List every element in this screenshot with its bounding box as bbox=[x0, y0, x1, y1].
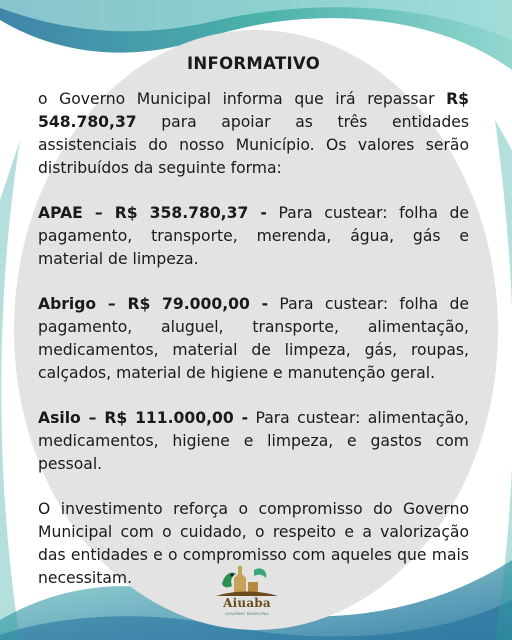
entry-apae bbox=[38, 202, 469, 271]
logo-subtitle: GOVERNO MUNICIPAL bbox=[225, 612, 269, 616]
closing-paragraph: O investimento reforça o compromisso do Governo Municipal com o cuidado, o respeito e a valorização das entidades e o compromisso com aqueles que mais necessitam. bbox=[38, 500, 469, 587]
bird-church-logo-icon bbox=[214, 564, 280, 598]
municipal-logo bbox=[214, 564, 280, 634]
entry-text: Para custear: folha de pagamento, aluguel, transporte, alimentação, medicamentos, material de limpeza, gás, roupas, calçados, material de higiene e manutenção geral. bbox=[38, 295, 469, 382]
intro-text-before: o Governo Municipal informa que irá repassar bbox=[38, 90, 447, 108]
logo-name: Aiuaba bbox=[223, 596, 271, 610]
entry-text: Para custear: alimentação, medicamentos, higiene e limpeza, e gastos com pessoal. bbox=[38, 409, 469, 473]
informativo-text-block bbox=[38, 52, 469, 590]
intro-paragraph bbox=[38, 88, 469, 180]
entry-lead: Asilo – R$ 111.000,00 - bbox=[38, 409, 249, 427]
entry-lead: Abrigo – R$ 79.000,00 - bbox=[38, 295, 269, 313]
entry-text: Para custear: folha de pagamento, transporte, merenda, água, gás e material de limpeza. bbox=[38, 204, 469, 268]
entry-asilo bbox=[38, 407, 469, 476]
intro-amount: R$ 548.780,37 bbox=[38, 90, 469, 131]
intro-text-after: para apoiar as três entidades assistenciais do nosso Município. Os valores serão distribuídos da seguinte forma: bbox=[38, 113, 469, 177]
entry-lead: APAE – R$ 358.780,37 - bbox=[38, 204, 267, 222]
entry-abrigo bbox=[38, 293, 469, 385]
page-title: INFORMATIVO bbox=[186, 54, 321, 73]
